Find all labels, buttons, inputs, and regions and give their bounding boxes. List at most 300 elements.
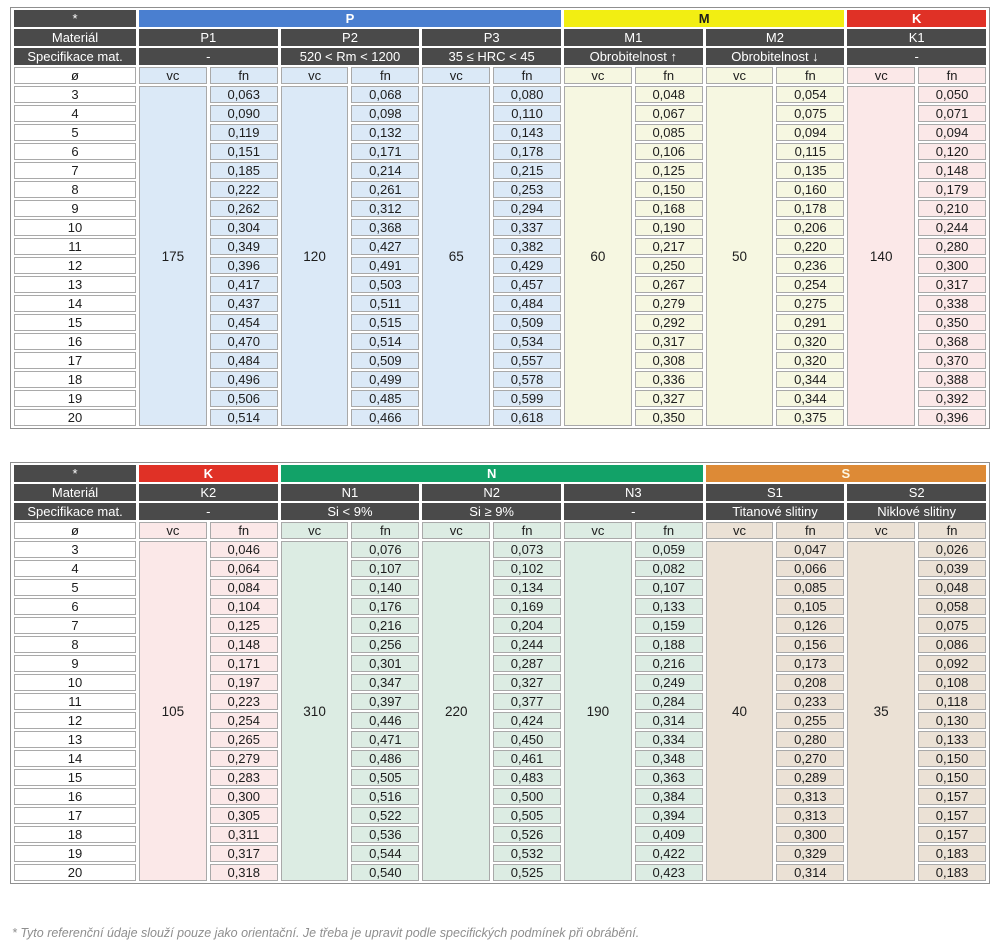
spec-cell-N1: Si < 9% (281, 503, 420, 520)
spec-cell-M1: Obrobitelnost ↑ (564, 48, 703, 65)
fn-cell-N1: 0,076 (351, 541, 419, 558)
fn-cell-P3: 0,294 (493, 200, 561, 217)
fn-cell-M1: 0,048 (635, 86, 703, 103)
spec-cell-N3: - (564, 503, 703, 520)
spec-row-label: Specifikace mat. (14, 503, 136, 520)
fn-cell-K1: 0,368 (918, 333, 986, 350)
fn-cell-K2: 0,104 (210, 598, 278, 615)
fn-cell-K1: 0,210 (918, 200, 986, 217)
band-cell-P: P (139, 10, 561, 27)
fn-cell-K1: 0,370 (918, 352, 986, 369)
vc-cell-K1: 140 (847, 86, 915, 426)
fn-cell-S1: 0,233 (776, 693, 844, 710)
diameter-cell: 4 (14, 105, 136, 122)
fn-cell-P3: 0,382 (493, 238, 561, 255)
fn-cell-P3: 0,509 (493, 314, 561, 331)
fn-cell-S2: 0,133 (918, 731, 986, 748)
fn-cell-M1: 0,106 (635, 143, 703, 160)
fn-header-N2: fn (493, 522, 561, 539)
fn-cell-P3: 0,578 (493, 371, 561, 388)
fn-cell-N2: 0,505 (493, 807, 561, 824)
vc-header-P3: vc (422, 67, 490, 84)
fn-cell-K2: 0,300 (210, 788, 278, 805)
fn-header-S1: fn (776, 522, 844, 539)
fn-cell-N2: 0,134 (493, 579, 561, 596)
fn-cell-P2: 0,214 (351, 162, 419, 179)
fn-cell-N1: 0,536 (351, 826, 419, 843)
material-header-S2: S2 (847, 484, 986, 501)
fn-cell-P3: 0,457 (493, 276, 561, 293)
fn-cell-K2: 0,283 (210, 769, 278, 786)
fn-cell-K2: 0,254 (210, 712, 278, 729)
fn-cell-M2: 0,236 (776, 257, 844, 274)
fn-cell-P2: 0,132 (351, 124, 419, 141)
fn-cell-N2: 0,525 (493, 864, 561, 881)
vc-cell-P2: 120 (281, 86, 349, 426)
fn-cell-P2: 0,312 (351, 200, 419, 217)
fn-cell-S2: 0,058 (918, 598, 986, 615)
fn-cell-N3: 0,422 (635, 845, 703, 862)
fn-cell-S2: 0,048 (918, 579, 986, 596)
fn-cell-M1: 0,125 (635, 162, 703, 179)
fn-cell-N2: 0,461 (493, 750, 561, 767)
fn-header-N3: fn (635, 522, 703, 539)
spec-cell-K1: - (847, 48, 986, 65)
fn-cell-N3: 0,314 (635, 712, 703, 729)
band-cell-K: K (847, 10, 986, 27)
fn-cell-N3: 0,409 (635, 826, 703, 843)
fn-cell-M1: 0,279 (635, 295, 703, 312)
fn-cell-M2: 0,075 (776, 105, 844, 122)
fn-cell-P2: 0,515 (351, 314, 419, 331)
fn-cell-P1: 0,496 (210, 371, 278, 388)
cutting-data-table-2 (10, 462, 990, 884)
fn-cell-N1: 0,540 (351, 864, 419, 881)
fn-cell-N1: 0,140 (351, 579, 419, 596)
fn-cell-P1: 0,454 (210, 314, 278, 331)
fn-cell-K2: 0,148 (210, 636, 278, 653)
spec-cell-K2: - (139, 503, 278, 520)
fn-cell-M1: 0,336 (635, 371, 703, 388)
fn-cell-N3: 0,133 (635, 598, 703, 615)
fn-cell-N2: 0,500 (493, 788, 561, 805)
fn-cell-M2: 0,220 (776, 238, 844, 255)
band-cell-N: N (281, 465, 703, 482)
diameter-cell: 20 (14, 409, 136, 426)
fn-cell-S1: 0,047 (776, 541, 844, 558)
fn-cell-P3: 0,253 (493, 181, 561, 198)
material-header-N3: N3 (564, 484, 703, 501)
fn-cell-N1: 0,216 (351, 617, 419, 634)
fn-cell-S2: 0,150 (918, 769, 986, 786)
fn-cell-M1: 0,317 (635, 333, 703, 350)
diameter-col-header: ø (14, 522, 136, 539)
fn-cell-N3: 0,348 (635, 750, 703, 767)
fn-cell-P1: 0,090 (210, 105, 278, 122)
diameter-cell: 13 (14, 276, 136, 293)
cutting-table-1 (11, 8, 989, 428)
fn-cell-S2: 0,157 (918, 788, 986, 805)
diameter-cell: 13 (14, 731, 136, 748)
fn-cell-K2: 0,171 (210, 655, 278, 672)
vc-header-M1: vc (564, 67, 632, 84)
material-header-S1: S1 (706, 484, 845, 501)
fn-cell-K1: 0,338 (918, 295, 986, 312)
fn-cell-P2: 0,466 (351, 409, 419, 426)
fn-cell-N2: 0,532 (493, 845, 561, 862)
material-header-K2: K2 (139, 484, 278, 501)
corner-star-cell: * (14, 465, 136, 482)
fn-cell-M2: 0,344 (776, 371, 844, 388)
fn-cell-N2: 0,483 (493, 769, 561, 786)
fn-cell-M2: 0,160 (776, 181, 844, 198)
fn-cell-N2: 0,102 (493, 560, 561, 577)
fn-cell-K1: 0,050 (918, 86, 986, 103)
fn-cell-N3: 0,423 (635, 864, 703, 881)
fn-cell-S2: 0,108 (918, 674, 986, 691)
fn-cell-S2: 0,157 (918, 826, 986, 843)
fn-cell-S1: 0,289 (776, 769, 844, 786)
diameter-cell: 6 (14, 598, 136, 615)
fn-cell-P2: 0,427 (351, 238, 419, 255)
fn-cell-M1: 0,308 (635, 352, 703, 369)
fn-cell-K1: 0,388 (918, 371, 986, 388)
fn-cell-S1: 0,313 (776, 788, 844, 805)
diameter-cell: 18 (14, 826, 136, 843)
fn-cell-M2: 0,206 (776, 219, 844, 236)
fn-cell-S1: 0,105 (776, 598, 844, 615)
spec-cell-N2: Si ≥ 9% (422, 503, 561, 520)
fn-cell-K2: 0,318 (210, 864, 278, 881)
fn-cell-P2: 0,485 (351, 390, 419, 407)
fn-cell-K2: 0,279 (210, 750, 278, 767)
diameter-cell: 15 (14, 314, 136, 331)
fn-cell-N1: 0,505 (351, 769, 419, 786)
fn-cell-S1: 0,313 (776, 807, 844, 824)
fn-cell-N2: 0,377 (493, 693, 561, 710)
fn-cell-P1: 0,185 (210, 162, 278, 179)
fn-header-K2: fn (210, 522, 278, 539)
diameter-cell: 15 (14, 769, 136, 786)
fn-header-S2: fn (918, 522, 986, 539)
vc-header-M2: vc (706, 67, 774, 84)
fn-cell-K2: 0,311 (210, 826, 278, 843)
fn-cell-K1: 0,148 (918, 162, 986, 179)
vc-cell-N1: 310 (281, 541, 349, 881)
fn-cell-P1: 0,222 (210, 181, 278, 198)
fn-cell-K1: 0,396 (918, 409, 986, 426)
fn-cell-N1: 0,516 (351, 788, 419, 805)
fn-cell-K2: 0,305 (210, 807, 278, 824)
fn-cell-S1: 0,156 (776, 636, 844, 653)
fn-cell-P1: 0,151 (210, 143, 278, 160)
fn-cell-P1: 0,063 (210, 86, 278, 103)
spec-row-label: Specifikace mat. (14, 48, 136, 65)
fn-cell-S2: 0,039 (918, 560, 986, 577)
spec-cell-P2: 520 < Rm < 1200 (281, 48, 420, 65)
fn-cell-M2: 0,320 (776, 333, 844, 350)
fn-cell-N1: 0,471 (351, 731, 419, 748)
footnote: * Tyto referenční údaje slouží pouze jako orientační. Je třeba je upravit podle specifických podmínek při obrábění. (12, 926, 640, 940)
fn-cell-K2: 0,084 (210, 579, 278, 596)
fn-cell-P3: 0,080 (493, 86, 561, 103)
fn-cell-S2: 0,150 (918, 750, 986, 767)
diameter-cell: 10 (14, 219, 136, 236)
fn-cell-N1: 0,544 (351, 845, 419, 862)
fn-cell-N2: 0,526 (493, 826, 561, 843)
fn-cell-K2: 0,064 (210, 560, 278, 577)
fn-cell-N1: 0,176 (351, 598, 419, 615)
vc-header-K1: vc (847, 67, 915, 84)
vc-cell-N2: 220 (422, 541, 490, 881)
fn-cell-M1: 0,250 (635, 257, 703, 274)
fn-cell-P3: 0,534 (493, 333, 561, 350)
fn-cell-N3: 0,059 (635, 541, 703, 558)
vc-cell-P3: 65 (422, 86, 490, 426)
fn-cell-M2: 0,344 (776, 390, 844, 407)
fn-cell-P2: 0,511 (351, 295, 419, 312)
fn-cell-S2: 0,026 (918, 541, 986, 558)
diameter-cell: 16 (14, 333, 136, 350)
vc-cell-N3: 190 (564, 541, 632, 881)
fn-cell-S1: 0,255 (776, 712, 844, 729)
fn-cell-N2: 0,204 (493, 617, 561, 634)
fn-cell-P3: 0,599 (493, 390, 561, 407)
diameter-cell: 4 (14, 560, 136, 577)
fn-cell-K2: 0,223 (210, 693, 278, 710)
fn-header-M2: fn (776, 67, 844, 84)
fn-cell-M1: 0,292 (635, 314, 703, 331)
fn-cell-N2: 0,244 (493, 636, 561, 653)
fn-cell-K2: 0,317 (210, 845, 278, 862)
fn-cell-P2: 0,503 (351, 276, 419, 293)
fn-cell-M2: 0,320 (776, 352, 844, 369)
fn-cell-N3: 0,082 (635, 560, 703, 577)
fn-cell-P1: 0,349 (210, 238, 278, 255)
diameter-col-header: ø (14, 67, 136, 84)
fn-cell-M1: 0,085 (635, 124, 703, 141)
fn-cell-P1: 0,484 (210, 352, 278, 369)
fn-cell-S2: 0,183 (918, 864, 986, 881)
fn-header-P1: fn (210, 67, 278, 84)
fn-cell-N2: 0,450 (493, 731, 561, 748)
fn-cell-P3: 0,337 (493, 219, 561, 236)
fn-cell-K2: 0,265 (210, 731, 278, 748)
fn-cell-P2: 0,171 (351, 143, 419, 160)
vc-header-S1: vc (706, 522, 774, 539)
fn-cell-N1: 0,301 (351, 655, 419, 672)
fn-cell-P3: 0,143 (493, 124, 561, 141)
fn-cell-N2: 0,169 (493, 598, 561, 615)
fn-cell-P1: 0,262 (210, 200, 278, 217)
fn-header-P2: fn (351, 67, 419, 84)
diameter-cell: 11 (14, 693, 136, 710)
diameter-cell: 9 (14, 200, 136, 217)
fn-cell-M2: 0,115 (776, 143, 844, 160)
fn-cell-K2: 0,046 (210, 541, 278, 558)
fn-cell-S1: 0,270 (776, 750, 844, 767)
band-cell-S: S (706, 465, 986, 482)
fn-cell-P2: 0,261 (351, 181, 419, 198)
diameter-cell: 10 (14, 674, 136, 691)
fn-cell-M1: 0,190 (635, 219, 703, 236)
diameter-cell: 8 (14, 636, 136, 653)
spec-cell-P1: - (139, 48, 278, 65)
vc-header-P2: vc (281, 67, 349, 84)
fn-cell-N3: 0,159 (635, 617, 703, 634)
diameter-cell: 12 (14, 712, 136, 729)
fn-cell-K1: 0,280 (918, 238, 986, 255)
fn-cell-P2: 0,514 (351, 333, 419, 350)
fn-cell-N1: 0,107 (351, 560, 419, 577)
diameter-cell: 19 (14, 845, 136, 862)
vc-cell-M1: 60 (564, 86, 632, 426)
fn-cell-N3: 0,384 (635, 788, 703, 805)
spec-cell-S1: Titanové slitiny (706, 503, 845, 520)
fn-cell-P1: 0,470 (210, 333, 278, 350)
fn-cell-S1: 0,280 (776, 731, 844, 748)
vc-cell-P1: 175 (139, 86, 207, 426)
diameter-cell: 18 (14, 371, 136, 388)
material-header-M2: M2 (706, 29, 845, 46)
fn-cell-N3: 0,188 (635, 636, 703, 653)
fn-cell-K1: 0,317 (918, 276, 986, 293)
fn-cell-S1: 0,126 (776, 617, 844, 634)
diameter-cell: 12 (14, 257, 136, 274)
cutting-data-table-1 (10, 7, 990, 429)
fn-cell-M1: 0,350 (635, 409, 703, 426)
fn-cell-K2: 0,125 (210, 617, 278, 634)
fn-cell-P3: 0,557 (493, 352, 561, 369)
fn-cell-K1: 0,120 (918, 143, 986, 160)
vc-cell-M2: 50 (706, 86, 774, 426)
spec-cell-S2: Niklové slitiny (847, 503, 986, 520)
diameter-cell: 8 (14, 181, 136, 198)
fn-cell-S1: 0,314 (776, 864, 844, 881)
diameter-cell: 5 (14, 579, 136, 596)
fn-cell-M2: 0,135 (776, 162, 844, 179)
fn-cell-M1: 0,267 (635, 276, 703, 293)
fn-cell-P2: 0,499 (351, 371, 419, 388)
fn-cell-M1: 0,067 (635, 105, 703, 122)
fn-cell-S1: 0,300 (776, 826, 844, 843)
diameter-cell: 7 (14, 617, 136, 634)
fn-cell-K1: 0,300 (918, 257, 986, 274)
fn-cell-N3: 0,216 (635, 655, 703, 672)
fn-cell-P3: 0,215 (493, 162, 561, 179)
material-header-P3: P3 (422, 29, 561, 46)
fn-cell-P2: 0,098 (351, 105, 419, 122)
fn-cell-N1: 0,486 (351, 750, 419, 767)
fn-cell-K1: 0,179 (918, 181, 986, 198)
fn-cell-P3: 0,484 (493, 295, 561, 312)
fn-cell-M2: 0,178 (776, 200, 844, 217)
diameter-cell: 17 (14, 807, 136, 824)
fn-cell-N1: 0,446 (351, 712, 419, 729)
diameter-cell: 17 (14, 352, 136, 369)
fn-header-N1: fn (351, 522, 419, 539)
fn-cell-M2: 0,054 (776, 86, 844, 103)
fn-header-M1: fn (635, 67, 703, 84)
material-row-label: Materiál (14, 29, 136, 46)
fn-cell-P1: 0,417 (210, 276, 278, 293)
material-header-M1: M1 (564, 29, 703, 46)
fn-cell-P1: 0,304 (210, 219, 278, 236)
vc-cell-S2: 35 (847, 541, 915, 881)
fn-cell-P3: 0,618 (493, 409, 561, 426)
fn-cell-N1: 0,347 (351, 674, 419, 691)
fn-cell-N2: 0,424 (493, 712, 561, 729)
fn-cell-S1: 0,173 (776, 655, 844, 672)
diameter-cell: 19 (14, 390, 136, 407)
fn-cell-P3: 0,429 (493, 257, 561, 274)
diameter-cell: 9 (14, 655, 136, 672)
vc-header-S2: vc (847, 522, 915, 539)
diameter-cell: 16 (14, 788, 136, 805)
fn-cell-N3: 0,107 (635, 579, 703, 596)
fn-cell-K1: 0,350 (918, 314, 986, 331)
fn-cell-S2: 0,118 (918, 693, 986, 710)
fn-cell-M2: 0,291 (776, 314, 844, 331)
fn-cell-S1: 0,208 (776, 674, 844, 691)
fn-cell-N3: 0,284 (635, 693, 703, 710)
fn-cell-S2: 0,130 (918, 712, 986, 729)
vc-cell-K2: 105 (139, 541, 207, 881)
diameter-cell: 14 (14, 295, 136, 312)
fn-cell-P1: 0,514 (210, 409, 278, 426)
vc-header-N1: vc (281, 522, 349, 539)
fn-cell-S2: 0,157 (918, 807, 986, 824)
cutting-table-2 (11, 463, 989, 883)
fn-cell-M1: 0,327 (635, 390, 703, 407)
fn-cell-N3: 0,394 (635, 807, 703, 824)
fn-cell-P2: 0,068 (351, 86, 419, 103)
fn-cell-P2: 0,368 (351, 219, 419, 236)
vc-cell-S1: 40 (706, 541, 774, 881)
vc-header-P1: vc (139, 67, 207, 84)
vc-header-K2: vc (139, 522, 207, 539)
fn-cell-P3: 0,178 (493, 143, 561, 160)
fn-cell-N2: 0,073 (493, 541, 561, 558)
fn-cell-P1: 0,506 (210, 390, 278, 407)
fn-cell-P1: 0,119 (210, 124, 278, 141)
spec-cell-P3: 35 ≤ HRC < 45 (422, 48, 561, 65)
fn-cell-N1: 0,256 (351, 636, 419, 653)
diameter-cell: 3 (14, 86, 136, 103)
diameter-cell: 6 (14, 143, 136, 160)
fn-cell-S2: 0,183 (918, 845, 986, 862)
fn-cell-K1: 0,244 (918, 219, 986, 236)
diameter-cell: 7 (14, 162, 136, 179)
diameter-cell: 20 (14, 864, 136, 881)
material-row-label: Materiál (14, 484, 136, 501)
fn-header-K1: fn (918, 67, 986, 84)
fn-cell-P3: 0,110 (493, 105, 561, 122)
diameter-cell: 3 (14, 541, 136, 558)
fn-cell-M1: 0,168 (635, 200, 703, 217)
fn-cell-P2: 0,491 (351, 257, 419, 274)
fn-cell-M2: 0,275 (776, 295, 844, 312)
fn-header-P3: fn (493, 67, 561, 84)
corner-star-cell: * (14, 10, 136, 27)
diameter-cell: 11 (14, 238, 136, 255)
fn-cell-K1: 0,094 (918, 124, 986, 141)
fn-cell-N3: 0,334 (635, 731, 703, 748)
fn-cell-K1: 0,071 (918, 105, 986, 122)
fn-cell-N1: 0,522 (351, 807, 419, 824)
fn-cell-M1: 0,150 (635, 181, 703, 198)
fn-cell-M2: 0,254 (776, 276, 844, 293)
